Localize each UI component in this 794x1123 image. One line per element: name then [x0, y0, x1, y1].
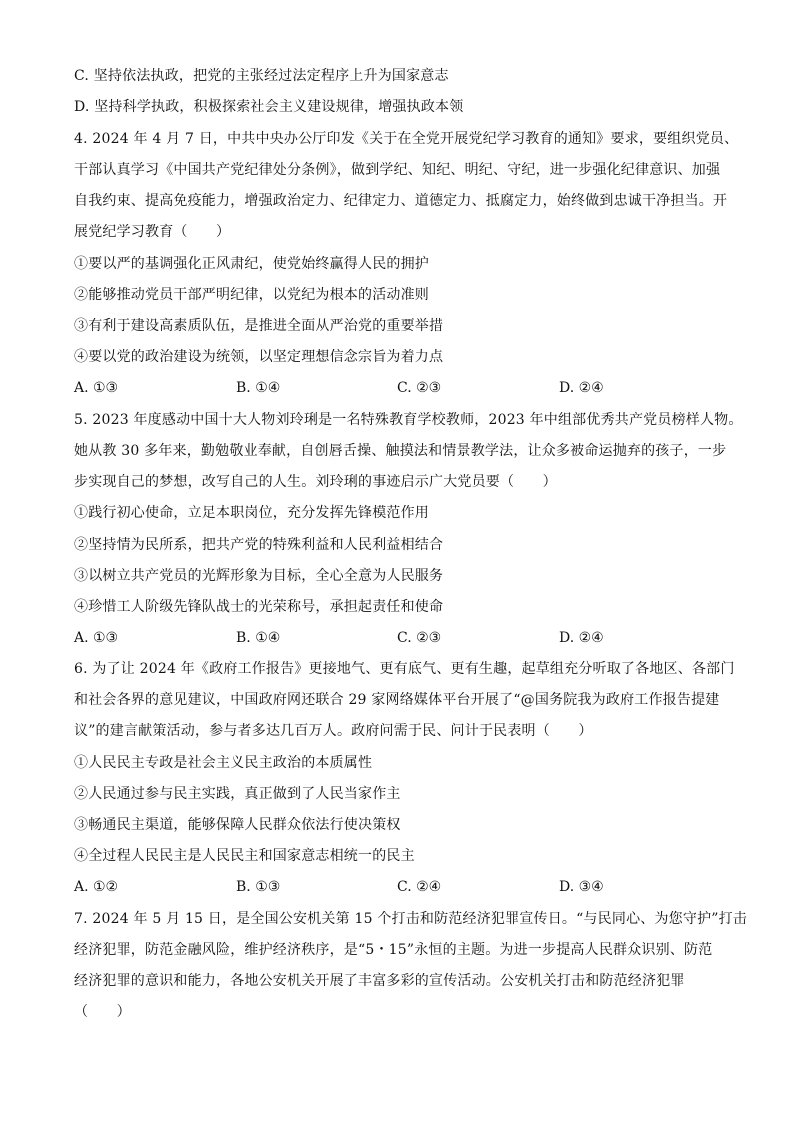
q5-statement: ①践行初心使命，立足本职岗位，充分发挥先锋模范作用 [74, 505, 429, 521]
q6-option-b[interactable]: B. ①③ [236, 879, 281, 895]
q4-statement: ③有利于建设高素质队伍，是推进全面从严治党的重要举措 [74, 318, 444, 334]
q6-statement: ①人民民主专政是社会主义民主政治的本质属性 [74, 755, 373, 771]
q7-stem-line: 经济犯罪的意识和能力，各地公安机关开展了丰富多彩的宣传活动。公安机关打击和防范经济犯罪 [74, 973, 685, 989]
q6-option-a[interactable]: A. ①② [74, 879, 119, 895]
q5-option-a[interactable]: A. ①③ [74, 630, 119, 646]
q6-statement: ②人民通过参与民主实践，真正做到了人民当家作主 [74, 786, 401, 802]
q6-stem-line: 议”的建言献策活动，参与者多达几百万人。政府问需于民、问计于民表明（ ） [74, 723, 593, 739]
q5-statement: ④珍惜工人阶级先锋队战士的光荣称号，承担起责任和使命 [74, 599, 444, 615]
q5-statement: ③以树立共产党员的光辉形象为目标，全心全意为人民服务 [74, 568, 444, 584]
q4-stem-line: 干部认真学习《中国共产党纪律处分条例》，做到学纪、知纪、明纪、守纪，进一步强化纪律意识、加强 [74, 162, 721, 178]
q6-options [74, 877, 724, 897]
q4-option-d[interactable]: D. ②④ [559, 380, 604, 396]
q5-option-b[interactable]: B. ①④ [236, 630, 281, 646]
q4-statement: ④要以党的政治建设为统领，以坚定理想信念宗旨为着力点 [74, 349, 444, 365]
q4-option-c[interactable]: C. ②③ [397, 380, 442, 396]
q5-stem-line: 步实现自己的梦想，改写自己的人生。刘玲琍的事迹启示广大党员要（ ） [74, 474, 557, 490]
q5-option-d[interactable]: D. ②④ [559, 630, 604, 646]
q6-stem-line: 和社会各界的意见建议，中国政府网还联合 29 家网络媒体平台开展了“@国务院我为政府工作报告提建 [74, 692, 720, 708]
q4-option-a[interactable]: A. ①③ [74, 380, 119, 396]
q6-option-c[interactable]: C. ②④ [397, 879, 442, 895]
q5-stem-line: 她从教 30 多年来，勤勉敬业奉献，自创唇舌操、触摸法和情景教学法，让众多被命运抛弃的孩子，一步 [74, 443, 727, 459]
q7-stem-line: （ ） [74, 1004, 131, 1020]
q5-statement: ②坚持情为民所系，把共产党的特殊利益和人民利益相结合 [74, 537, 444, 553]
q7-stem-line: 7. 2024 年 5 月 15 日，是全国公安机关第 15 个打击和防范经济犯罪宣传日。“与民同心、为您守护”打击 [74, 911, 748, 927]
q3-option-d: D. 坚持科学执政，积极探索社会主义建设规律，增强执政本领 [74, 99, 464, 115]
q5-options [74, 628, 724, 648]
q4-statement: ①要以严的基调强化正风肃纪，使党始终赢得人民的拥护 [74, 256, 429, 272]
q4-stem-line: 4. 2024 年 4 月 7 日，中共中央办公厅印发《关于在全党开展党纪学习教育的通知》要求，要组织党员、 [74, 131, 739, 147]
q5-stem-line: 5. 2023 年度感动中国十大人物刘玲琍是一名特殊教育学校教师，2023 年中组部优秀共产党员榜样人物。 [74, 412, 743, 428]
q4-statement: ②能够推动党员干部严明纪律，以党纪为根本的活动准则 [74, 287, 429, 303]
q3-option-c: C. 坚持依法执政，把党的主张经过法定程序上升为国家意志 [74, 68, 449, 84]
q6-stem-line: 6. 为了让 2024 年《政府工作报告》更接地气、更有底气、更有生趣，起草组充分听取了各地区、各部门 [74, 661, 735, 677]
q6-statement: ③畅通民主渠道，能够保障人民群众依法行使决策权 [74, 817, 401, 833]
q4-options [74, 378, 724, 398]
q6-option-d[interactable]: D. ③④ [559, 879, 604, 895]
q6-statement: ④全过程人民民主是人民民主和国家意志相统一的民主 [74, 848, 415, 864]
q4-stem-line: 自我约束、提高免疫能力，增强政治定力、纪律定力、道德定力、抵腐定力，始终做到忠诚干净担当。开 [74, 193, 728, 209]
q4-stem-line: 展党纪学习教育（ ） [74, 224, 231, 240]
q4-option-b[interactable]: B. ①④ [236, 380, 281, 396]
q7-stem-line: 经济犯罪，防范金融风险，维护经济秩序，是“5・15”永恒的主题。为进一步提高人民群众识别、防范 [74, 942, 713, 958]
q5-option-c[interactable]: C. ②③ [397, 630, 442, 646]
